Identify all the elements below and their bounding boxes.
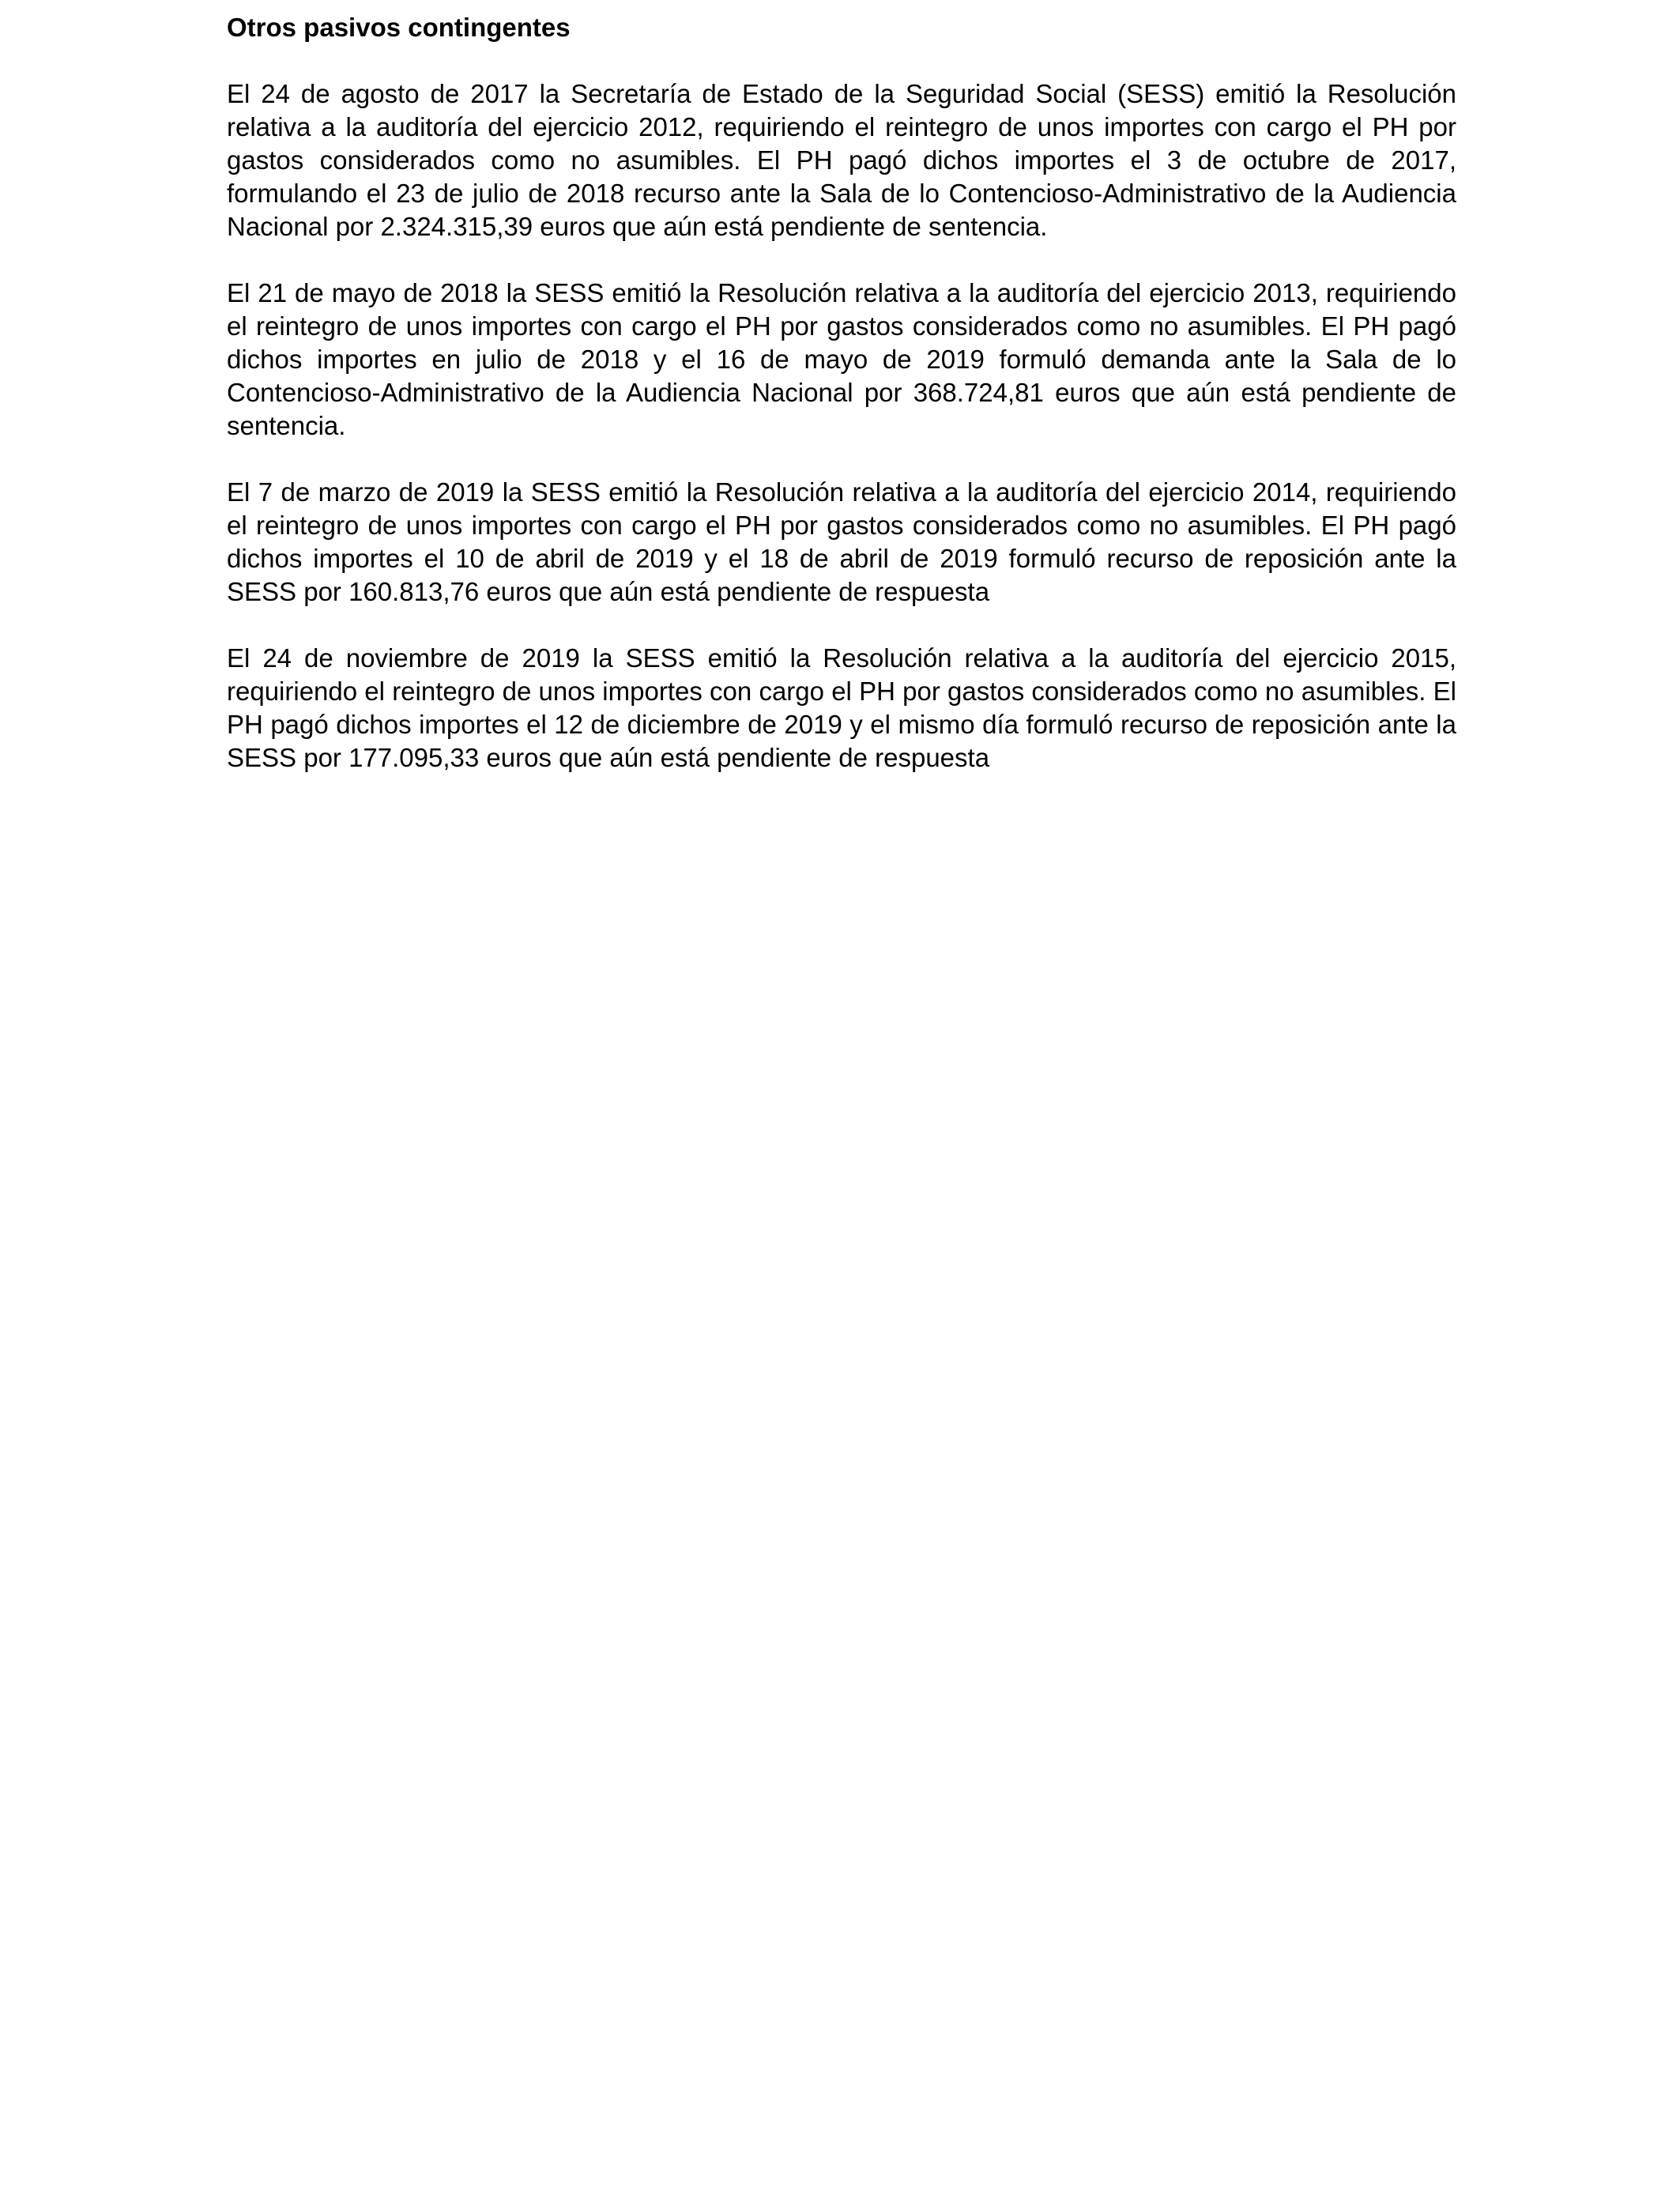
document-page	[227, 11, 1456, 808]
paragraph-2014-audit: El 7 de marzo de 2019 la SESS emitió la Resolución relativa a la auditoría del ejercicio 2014, requiriendo el reintegro de unos importes con cargo el PH por gastos considerados como no asumibles. El PH pagó dichos importes el 10 de abril de 2019 y el 18 de abril de 2019 formuló recurso de reposición ante la SESS por 160.813,76 euros que aún está pendiente de respuesta	[227, 477, 1456, 606]
paragraph-2013-audit: El 21 de mayo de 2018 la SESS emitió la Resolución relativa a la auditoría del ejercicio 2013, requiriendo el reintegro de unos importes con cargo el PH por gastos considerados como no asumibles. El PH pagó dichos importes en julio de 2018 y el 16 de mayo de 2019 formuló demanda ante la Sala de lo Contencioso-Administrativo de la Audiencia Nacional por 368.724,81 euros que aún está pendiente de sentencia.	[227, 278, 1456, 440]
paragraph-2012-audit: El 24 de agosto de 2017 la Secretaría de Estado de la Seguridad Social (SESS) emitió la Resolución relativa a la auditoría del ejercicio 2012, requiriendo el reintegro de unos importes con cargo el PH por gastos considerados como no asumibles. El PH pagó dichos importes el 3 de octubre de 2017, formulando el 23 de julio de 2018 recurso ante la Sala de lo Contencioso-Administrativo de la Audiencia Nacional por 2.324.315,39 euros que aún está pendiente de sentencia.	[227, 79, 1456, 241]
paragraph-2015-audit: El 24 de noviembre de 2019 la SESS emitió la Resolución relativa a la auditoría del ejercicio 2015, requiriendo el reintegro de unos importes con cargo el PH por gastos considerados como no asumibles. El PH pagó dichos importes el 12 de diciembre de 2019 y el mismo día formuló recurso de reposición ante la SESS por 177.095,33 euros que aún está pendiente de respuesta	[227, 643, 1456, 772]
section-heading: Otros pasivos contingentes	[227, 13, 571, 42]
